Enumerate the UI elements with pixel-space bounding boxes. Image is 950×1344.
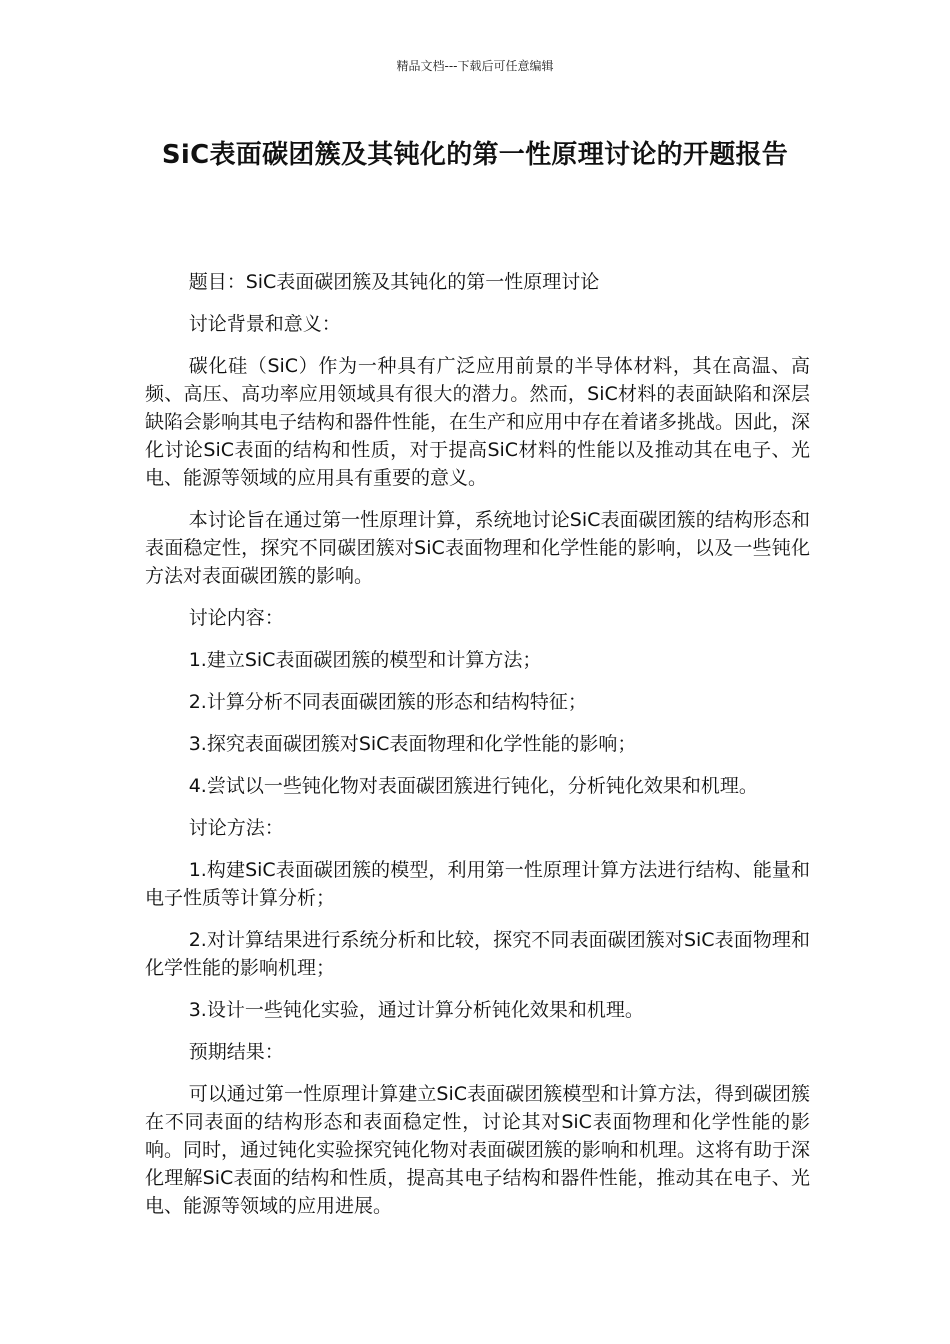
paragraph-topic: 题目：SiC表面碳团簇及其钝化的第一性原理讨论	[188, 271, 600, 293]
document-title: SiC表面碳团簇及其钝化的第一性原理讨论的开题报告	[161, 140, 789, 170]
list-item: 2.计算分析不同表面碳团簇的形态和结构特征；	[188, 691, 587, 713]
list-item: 3.设计一些钝化实验，通过计算分析钝化效果和机理。	[188, 999, 644, 1021]
paragraph-expected-results: 可以通过第一性原理计算建立SiC表面碳团簇模型和计算方法，得到碳团簇在不同表面的结构形态和表面稳定性，讨论其对SiC表面物理和化学性能的影响。同时，通过钝化实验探究钝化物对表面碳团簇的影响和机理。这将有助于深化理解SiC表面的结构和性质，提高其电子结构和器件性能，推动其在电子、光电、能源等领域的应用进展。	[145, 1083, 811, 1217]
page-header: 精品文档---下载后可任意编辑	[396, 59, 554, 73]
heading-background: 讨论背景和意义：	[188, 313, 341, 335]
heading-content: 讨论内容：	[188, 607, 284, 629]
list-item: 1.构建SiC表面碳团簇的模型，利用第一性原理计算方法进行结构、能量和电子性质等计算分析；	[145, 859, 810, 909]
heading-expected-results: 预期结果：	[188, 1041, 284, 1063]
document-body	[145, 268, 810, 1234]
list-item: 2.对计算结果进行系统分析和比较，探究不同表面碳团簇对SiC表面物理和化学性能的影响机理；	[145, 929, 810, 979]
paragraph-background: 碳化硅（SiC）作为一种具有广泛应用前景的半导体材料，其在高温、高频、高压、高功率应用领域具有很大的潜力。然而，SiC材料的表面缺陷和深层缺陷会影响其电子结构和器件性能，在生产和应用中存在着诸多挑战。因此，深化讨论SiC表面的结构和性质，对于提高SiC材料的性能以及推动其在电子、光电、能源等领域的应用具有重要的意义。	[145, 355, 811, 489]
paragraph-purpose: 本讨论旨在通过第一性原理计算，系统地讨论SiC表面碳团簇的结构形态和表面稳定性，探究不同碳团簇对SiC表面物理和化学性能的影响，以及一些钝化方法对表面碳团簇的影响。	[145, 509, 810, 587]
heading-method: 讨论方法：	[188, 817, 284, 839]
list-item: 1.建立SiC表面碳团簇的模型和计算方法；	[188, 649, 542, 671]
list-item: 3.探究表面碳团簇对SiC表面物理和化学性能的影响；	[188, 733, 637, 755]
list-item: 4.尝试以一些钝化物对表面碳团簇进行钝化，分析钝化效果和机理。	[188, 775, 758, 797]
